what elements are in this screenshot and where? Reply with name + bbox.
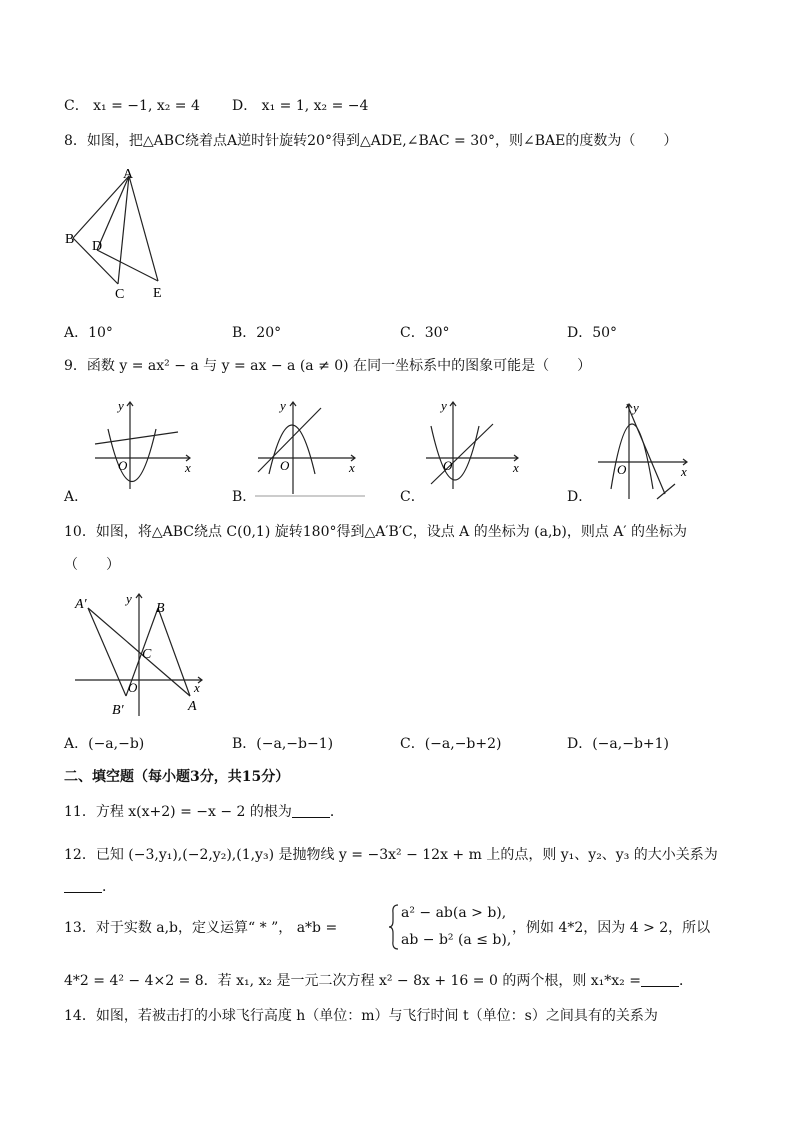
q9-graph-b: [255, 394, 365, 499]
svg-text:x: x: [349, 460, 355, 475]
svg-text:y: y: [118, 398, 124, 413]
q10-label-b: B: [156, 601, 165, 616]
q9-label-c: C．: [400, 489, 425, 505]
q14: 14．如图，若被击打的小球飞行高度 h（单位：m）与飞行时间 t（单位：s）之间具有的关系为: [64, 1008, 658, 1024]
q10-label-b-prime: B′: [112, 703, 124, 718]
q8-label-d: D: [92, 239, 103, 254]
q8-stem: 8．如图，把△ABC绕着点A逆时针旋转20°得到△ADE,∠BAC = 30°，则∠BAE的度数为（ ）: [64, 133, 678, 149]
q13-pre: 13．对于实数 a,b，定义运算“ * ”， a*b =: [64, 920, 338, 936]
q8-label-c: C: [115, 287, 125, 302]
q10-option-d: D．(−a,−b+1): [567, 736, 670, 752]
q8-label-b: B: [65, 232, 75, 247]
q8-label-a: A: [123, 167, 134, 182]
q10-option-b: B．(−a,−b−1): [232, 736, 334, 752]
svg-text:O: O: [617, 462, 627, 477]
svg-text:y: y: [633, 400, 639, 415]
q8-option-d: D．50°: [567, 325, 618, 341]
svg-text:O: O: [443, 458, 453, 473]
q10-stem: 10．如图，将△ABC绕点 C(0,1) 旋转180°得到△A′B′C，设点 A 的坐标为 (a,b)，则点 A′ 的坐标为: [64, 524, 688, 540]
svg-text:O: O: [118, 458, 128, 473]
q8-option-c: C．30°: [400, 325, 450, 341]
q12-blank: [64, 878, 102, 893]
q12-answer-line: ．: [64, 877, 116, 897]
q7-option-d: D． x₁ = 1, x₂ = −4: [232, 98, 369, 114]
q8-label-e: E: [153, 286, 162, 301]
svg-text:x: x: [185, 460, 191, 475]
svg-text:y: y: [441, 398, 447, 413]
q7-option-c: C． x₁ = −1, x₂ = 4: [64, 98, 200, 114]
q13-blank: [641, 972, 679, 987]
q9-graph-c: [423, 394, 533, 494]
q13-brace: [388, 903, 400, 951]
q10-label-a-prime: A′: [75, 597, 87, 612]
q10-option-a: A．(−a,−b): [64, 736, 145, 752]
q13-case-2: ab − b² (a ≤ b),: [401, 932, 512, 948]
q13-line2: 4*2 = 4² − 4×2 = 8．若 x₁, x₂ 是一元二次方程 x² − 8x + 16 = 0 的两个根，则 x₁*x₂ = ．: [64, 973, 693, 989]
q10-label-o: O: [128, 680, 138, 695]
q9-graph-a: [90, 394, 200, 494]
q8-option-a: A．10°: [64, 325, 113, 341]
q13-post: ，例如 4*2，因为 4 > 2，所以: [512, 920, 711, 936]
svg-text:O: O: [280, 458, 290, 473]
q13-case-1: a² − ab(a > b),: [401, 905, 507, 921]
svg-text:x: x: [681, 464, 687, 479]
q10-option-c: C．(−a,−b+2): [400, 736, 502, 752]
q11: 11．方程 x(x+2) = −x − 2 的根为 ．: [64, 804, 344, 820]
q9-label-a: A．: [64, 489, 89, 505]
q12: 12．已知 (−3,y₁),(−2,y₂),(1,y₃) 是抛物线 y = −3x² − 12x + m 上的点，则 y₁、y₂、y₃ 的大小关系为: [64, 847, 718, 863]
q10-stem-cont: （ ）: [64, 557, 120, 573]
q10-label-c: C: [142, 647, 152, 662]
svg-text:y: y: [280, 398, 286, 413]
q10-figure: [70, 588, 210, 718]
q9-graph-d: [595, 394, 705, 504]
q9-stem: 9．函数 y = ax² − a 与 y = ax − a (a ≠ 0) 在同一坐标系中的图象可能是（ ）: [64, 358, 592, 374]
q8-figure: [60, 166, 180, 306]
q10-label-x: x: [194, 680, 200, 695]
q8-option-b: B．20°: [232, 325, 282, 341]
q10-label-y: y: [126, 591, 132, 606]
svg-text:x: x: [513, 460, 519, 475]
q9-label-d: D．: [567, 489, 593, 505]
section-heading: 二、填空题（每小题3分，共15分）: [64, 769, 290, 785]
q11-blank: [292, 803, 330, 818]
q10-label-a: A: [188, 699, 197, 714]
q9-label-b: B．: [232, 489, 257, 505]
